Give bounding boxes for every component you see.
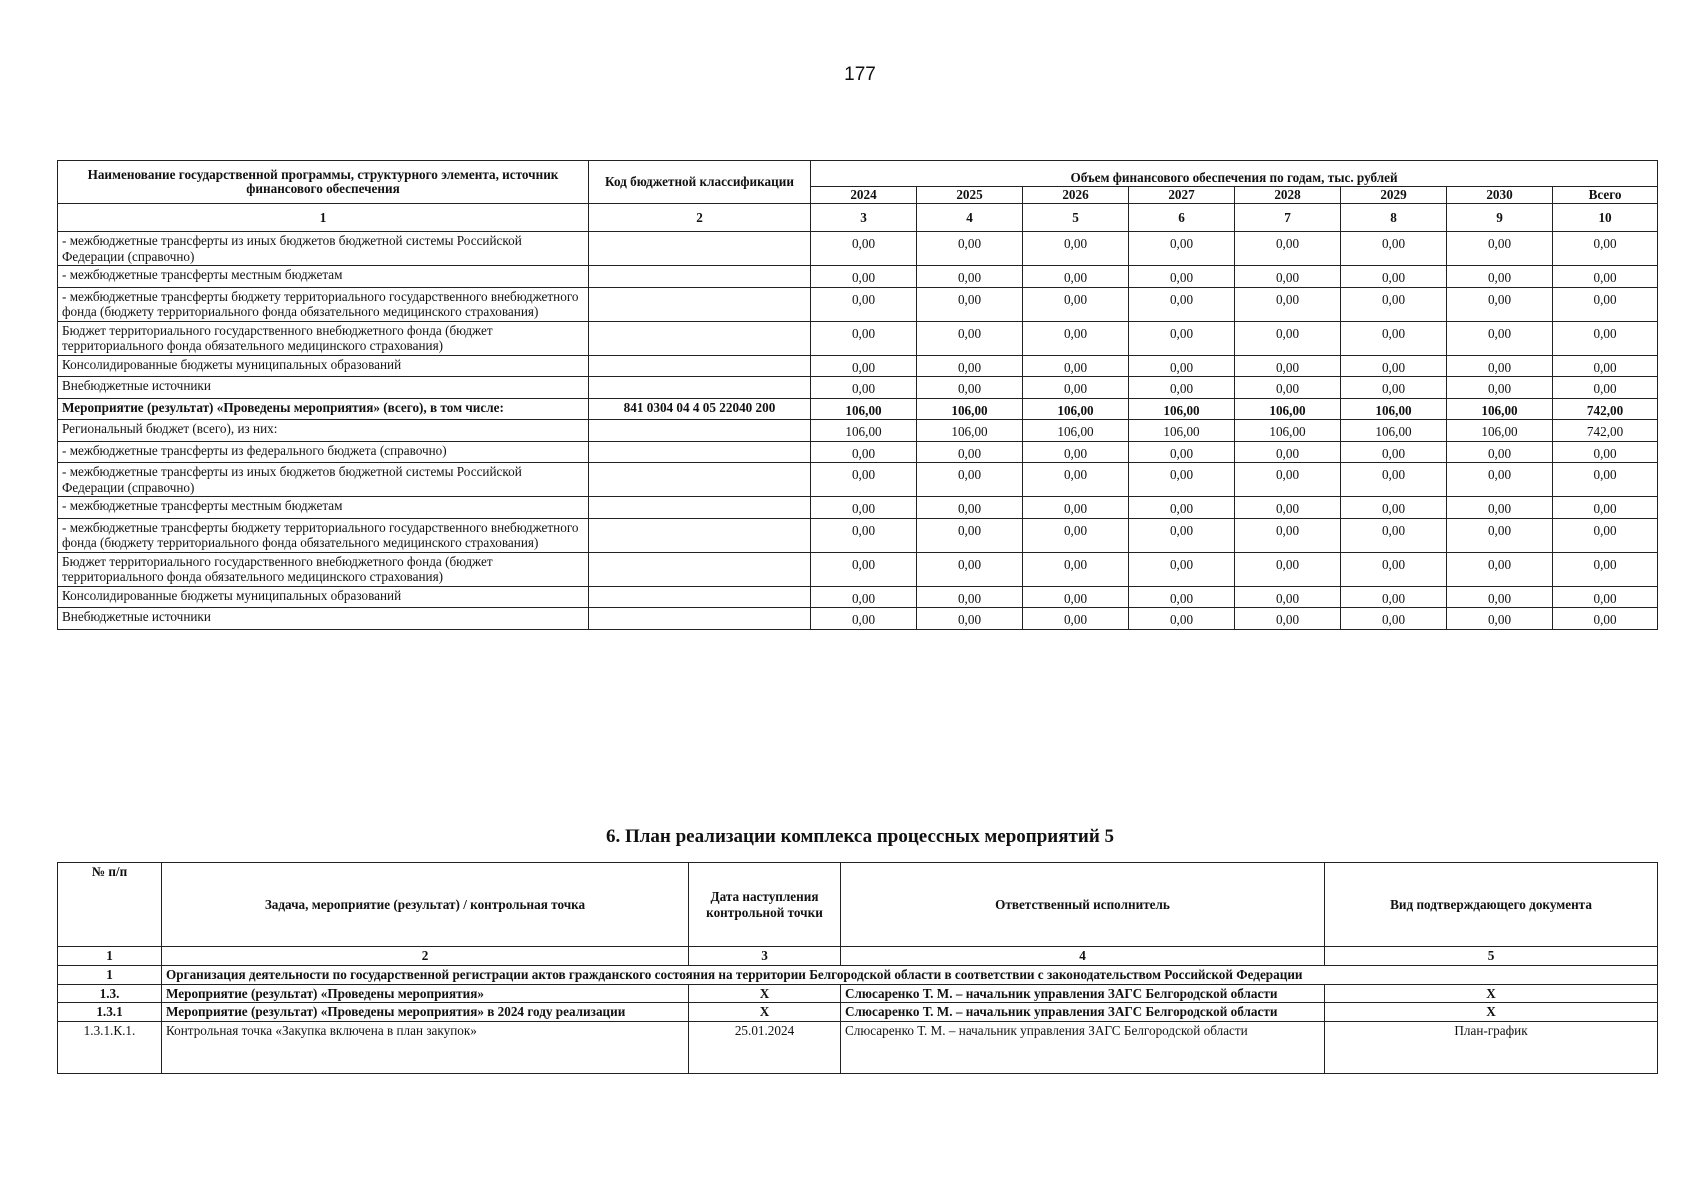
row-name: - межбюджетные трансферты бюджету территориального государственного внебюджетного фонда (бюджету территориального фонда обязательного медицинского страхования) — [58, 518, 589, 552]
plan-row-task: Мероприятие (результат) «Проведены мероприятия» — [162, 984, 689, 1003]
row-value: 0,00 — [1023, 441, 1129, 463]
row-value: 0,00 — [1023, 377, 1129, 399]
row-value: 106,00 — [1129, 398, 1235, 420]
row-value: 0,00 — [811, 321, 917, 355]
column-number: 2 — [162, 947, 689, 966]
header-year: 2029 — [1341, 187, 1447, 204]
row-value: 0,00 — [917, 355, 1023, 377]
header-year: 2030 — [1447, 187, 1553, 204]
row-total: 0,00 — [1553, 232, 1658, 266]
row-value: 106,00 — [1341, 420, 1447, 442]
row-name: - межбюджетные трансферты местным бюджетам — [58, 497, 589, 519]
row-name: - межбюджетные трансферты из иных бюджетов бюджетной системы Российской Федерации (справочно) — [58, 463, 589, 497]
row-code — [589, 497, 811, 519]
section-title: 6. План реализации комплекса процессных мероприятий 5 — [605, 826, 1115, 847]
finance-row — [58, 287, 1658, 321]
plan-row-task: Контрольная точка «Закупка включена в план закупок» — [162, 1021, 689, 1073]
column-number: 3 — [689, 947, 841, 966]
row-value: 0,00 — [1129, 266, 1235, 288]
row-value: 0,00 — [1129, 586, 1235, 608]
row-value: 0,00 — [1341, 497, 1447, 519]
plan-row-date: Х — [689, 984, 841, 1003]
row-value: 0,00 — [1447, 518, 1553, 552]
row-name: Бюджет территориального государственного внебюджетного фонда (бюджет территориального фонда обязательного медицинского страхования) — [58, 321, 589, 355]
row-value: 0,00 — [1235, 377, 1341, 399]
row-value: 0,00 — [1341, 232, 1447, 266]
row-value: 0,00 — [1023, 497, 1129, 519]
row-value: 0,00 — [1447, 266, 1553, 288]
column-number: 9 — [1447, 204, 1553, 232]
row-value: 0,00 — [1235, 497, 1341, 519]
row-total: 0,00 — [1553, 377, 1658, 399]
row-name: Региональный бюджет (всего), из них: — [58, 420, 589, 442]
header-year: 2028 — [1235, 187, 1341, 204]
row-name: - межбюджетные трансферты из федерального бюджета (справочно) — [58, 441, 589, 463]
row-code — [589, 377, 811, 399]
task-number: 1 — [58, 966, 162, 985]
row-value: 0,00 — [811, 377, 917, 399]
row-code — [589, 420, 811, 442]
finance-row — [58, 420, 1658, 442]
row-value: 0,00 — [1235, 518, 1341, 552]
row-total: 0,00 — [1553, 463, 1658, 497]
row-value: 0,00 — [1023, 232, 1129, 266]
column-number: 2 — [589, 204, 811, 232]
finance-row — [58, 321, 1658, 355]
column-number: 1 — [58, 204, 589, 232]
column-number: 6 — [1129, 204, 1235, 232]
row-name: Бюджет территориального государственного внебюджетного фонда (бюджет территориального фонда обязательного медицинского страхования) — [58, 552, 589, 586]
column-number: 7 — [1235, 204, 1341, 232]
row-code — [589, 463, 811, 497]
plan-table-body — [58, 966, 1658, 1074]
row-value: 0,00 — [1341, 355, 1447, 377]
finance-row — [58, 586, 1658, 608]
row-value: 0,00 — [917, 321, 1023, 355]
row-value: 0,00 — [1447, 232, 1553, 266]
plan-row — [58, 984, 1658, 1003]
row-value: 0,00 — [1023, 463, 1129, 497]
row-value: 106,00 — [1447, 420, 1553, 442]
header-total: Всего — [1553, 187, 1658, 204]
row-name: Внебюджетные источники — [58, 377, 589, 399]
row-value: 0,00 — [1023, 355, 1129, 377]
row-value: 0,00 — [1447, 377, 1553, 399]
row-code — [589, 552, 811, 586]
row-value: 0,00 — [1235, 287, 1341, 321]
row-value: 0,00 — [1447, 287, 1553, 321]
header-task: Задача, мероприятие (результат) / контрольная точка — [162, 863, 689, 947]
row-value: 0,00 — [1023, 552, 1129, 586]
header-volume: Объем финансового обеспечения по годам, тыс. рублей — [811, 161, 1658, 187]
row-code — [589, 266, 811, 288]
row-value: 106,00 — [1023, 420, 1129, 442]
row-value: 0,00 — [1129, 441, 1235, 463]
plan-row — [58, 1021, 1658, 1073]
row-value: 0,00 — [1129, 552, 1235, 586]
plan-row-date: 25.01.2024 — [689, 1021, 841, 1073]
finance-row — [58, 463, 1658, 497]
plan-row-task: Мероприятие (результат) «Проведены мероприятия» в 2024 году реализации — [162, 1003, 689, 1022]
finance-row — [58, 232, 1658, 266]
header-year: 2027 — [1129, 187, 1235, 204]
row-code — [589, 321, 811, 355]
plan-row-executor: Слюсаренко Т. М. – начальник управления ЗАГС Белгородской области — [841, 1003, 1325, 1022]
finance-row — [58, 355, 1658, 377]
row-value: 106,00 — [917, 398, 1023, 420]
row-value: 0,00 — [917, 608, 1023, 630]
row-value: 0,00 — [1447, 552, 1553, 586]
row-value: 106,00 — [1447, 398, 1553, 420]
header-executor: Ответственный исполнитель — [841, 863, 1325, 947]
row-value: 0,00 — [811, 355, 917, 377]
row-value: 0,00 — [1023, 608, 1129, 630]
row-value: 106,00 — [811, 398, 917, 420]
row-value: 0,00 — [1235, 441, 1341, 463]
row-total: 0,00 — [1553, 552, 1658, 586]
row-value: 0,00 — [917, 586, 1023, 608]
column-number: 1 — [58, 947, 162, 966]
row-code — [589, 608, 811, 630]
row-value: 0,00 — [1235, 552, 1341, 586]
plan-row-executor: Слюсаренко Т. М. – начальник управления ЗАГС Белгородской области — [841, 1021, 1325, 1073]
row-value: 0,00 — [1341, 266, 1447, 288]
row-name: - межбюджетные трансферты бюджету территориального государственного внебюджетного фонда (бюджету территориального фонда обязательного медицинского страхования) — [58, 287, 589, 321]
row-value: 0,00 — [1447, 463, 1553, 497]
finance-row — [58, 497, 1658, 519]
header-year: 2025 — [917, 187, 1023, 204]
header-name: Наименование государственной программы, структурного элемента, источник финансового обеспечения — [58, 161, 589, 204]
finance-row — [58, 441, 1658, 463]
task-text: Организация деятельности по государственной регистрации актов гражданского состояния на территории Белгородской области в соответствии с законодательством Российской Федерации — [162, 966, 1658, 985]
row-value: 0,00 — [1129, 608, 1235, 630]
row-code — [589, 518, 811, 552]
finance-row — [58, 398, 1658, 420]
row-total: 0,00 — [1553, 586, 1658, 608]
row-value: 0,00 — [1447, 321, 1553, 355]
row-value: 0,00 — [1129, 232, 1235, 266]
plan-row-number: 1.3.1 — [58, 1003, 162, 1022]
row-value: 0,00 — [917, 552, 1023, 586]
row-value: 0,00 — [1235, 586, 1341, 608]
row-value: 0,00 — [811, 586, 917, 608]
row-value: 0,00 — [1023, 266, 1129, 288]
row-code — [589, 287, 811, 321]
row-total: 0,00 — [1553, 355, 1658, 377]
row-value: 0,00 — [811, 518, 917, 552]
row-value: 0,00 — [917, 497, 1023, 519]
finance-row — [58, 608, 1658, 630]
row-value: 0,00 — [811, 266, 917, 288]
row-code — [589, 355, 811, 377]
row-value: 0,00 — [1341, 287, 1447, 321]
column-number: 10 — [1553, 204, 1658, 232]
row-value: 0,00 — [1235, 463, 1341, 497]
plan-row-executor: Слюсаренко Т. М. – начальник управления ЗАГС Белгородской области — [841, 984, 1325, 1003]
row-value: 0,00 — [917, 287, 1023, 321]
row-total: 0,00 — [1553, 441, 1658, 463]
row-value: 0,00 — [811, 497, 917, 519]
column-number: 4 — [841, 947, 1325, 966]
row-value: 106,00 — [1235, 420, 1341, 442]
row-value: 0,00 — [1447, 355, 1553, 377]
row-name: Мероприятие (результат) «Проведены мероприятия» (всего), в том числе: — [58, 398, 589, 420]
row-name: - межбюджетные трансферты из иных бюджетов бюджетной системы Российской Федерации (справочно) — [58, 232, 589, 266]
row-value: 0,00 — [1023, 321, 1129, 355]
row-value: 0,00 — [917, 441, 1023, 463]
row-value: 106,00 — [917, 420, 1023, 442]
header-doc: Вид подтверждающего документа — [1325, 863, 1658, 947]
row-value: 0,00 — [1235, 232, 1341, 266]
row-value: 0,00 — [1447, 441, 1553, 463]
row-value: 0,00 — [1129, 518, 1235, 552]
plan-row — [58, 1003, 1658, 1022]
column-number: 4 — [917, 204, 1023, 232]
row-code — [589, 586, 811, 608]
row-value: 0,00 — [1129, 355, 1235, 377]
row-value: 0,00 — [1447, 497, 1553, 519]
row-value: 106,00 — [811, 420, 917, 442]
column-number: 5 — [1325, 947, 1658, 966]
row-value: 0,00 — [1129, 321, 1235, 355]
finance-row — [58, 266, 1658, 288]
column-numbers-row — [58, 204, 1658, 232]
finance-row — [58, 552, 1658, 586]
row-value: 0,00 — [1341, 463, 1447, 497]
row-name: - межбюджетные трансферты местным бюджетам — [58, 266, 589, 288]
row-value: 0,00 — [1447, 586, 1553, 608]
row-value: 0,00 — [811, 552, 917, 586]
row-total: 742,00 — [1553, 420, 1658, 442]
row-name: Консолидированные бюджеты муниципальных образований — [58, 586, 589, 608]
row-value: 106,00 — [1129, 420, 1235, 442]
row-value: 0,00 — [1023, 518, 1129, 552]
row-value: 0,00 — [1235, 608, 1341, 630]
row-value: 0,00 — [1341, 608, 1447, 630]
plan-row-doc: Х — [1325, 984, 1658, 1003]
row-total: 742,00 — [1553, 398, 1658, 420]
header-date: Дата наступления контрольной точки — [689, 863, 841, 947]
row-value: 0,00 — [1341, 321, 1447, 355]
row-code — [589, 441, 811, 463]
row-value: 0,00 — [811, 463, 917, 497]
row-value: 0,00 — [1129, 497, 1235, 519]
plan-row-date: Х — [689, 1003, 841, 1022]
row-value: 0,00 — [1129, 463, 1235, 497]
row-value: 0,00 — [917, 232, 1023, 266]
row-value: 0,00 — [811, 608, 917, 630]
column-number: 8 — [1341, 204, 1447, 232]
row-value: 0,00 — [917, 518, 1023, 552]
row-value: 0,00 — [1341, 552, 1447, 586]
row-code: 841 0304 04 4 05 22040 200 — [589, 398, 811, 420]
plan-row-doc: План-график — [1325, 1021, 1658, 1073]
row-value: 0,00 — [1341, 586, 1447, 608]
row-value: 0,00 — [1341, 518, 1447, 552]
row-value: 0,00 — [811, 441, 917, 463]
column-number: 3 — [811, 204, 917, 232]
row-value: 0,00 — [811, 287, 917, 321]
row-value: 0,00 — [1235, 321, 1341, 355]
row-total: 0,00 — [1553, 608, 1658, 630]
plan-row-doc: Х — [1325, 1003, 1658, 1022]
header-code: Код бюджетной классификации — [589, 161, 811, 204]
header-year: 2024 — [811, 187, 917, 204]
finance-row — [58, 377, 1658, 399]
finance-table — [57, 160, 1658, 630]
row-name: Внебюджетные источники — [58, 608, 589, 630]
row-name: Консолидированные бюджеты муниципальных образований — [58, 355, 589, 377]
row-value: 0,00 — [811, 232, 917, 266]
row-total: 0,00 — [1553, 321, 1658, 355]
row-total: 0,00 — [1553, 287, 1658, 321]
row-value: 0,00 — [1129, 287, 1235, 321]
row-value: 106,00 — [1341, 398, 1447, 420]
header-year: 2026 — [1023, 187, 1129, 204]
row-total: 0,00 — [1553, 518, 1658, 552]
row-value: 0,00 — [1235, 266, 1341, 288]
row-value: 0,00 — [917, 463, 1023, 497]
row-total: 0,00 — [1553, 497, 1658, 519]
finance-row — [58, 518, 1658, 552]
task-row — [58, 966, 1658, 985]
row-code — [589, 232, 811, 266]
row-value: 0,00 — [1235, 355, 1341, 377]
row-value: 0,00 — [1129, 377, 1235, 399]
row-value: 0,00 — [1341, 441, 1447, 463]
column-number: 5 — [1023, 204, 1129, 232]
plan-table — [57, 862, 1658, 1074]
row-value: 0,00 — [917, 377, 1023, 399]
plan-row-number: 1.3.1.К.1. — [58, 1021, 162, 1073]
row-value: 106,00 — [1023, 398, 1129, 420]
row-total: 0,00 — [1553, 266, 1658, 288]
row-value: 0,00 — [1023, 287, 1129, 321]
row-value: 106,00 — [1235, 398, 1341, 420]
finance-table-body — [58, 204, 1658, 630]
page-number: 177 — [844, 64, 876, 85]
row-value: 0,00 — [917, 266, 1023, 288]
row-value: 0,00 — [1341, 377, 1447, 399]
row-value: 0,00 — [1447, 608, 1553, 630]
plan-row-number: 1.3. — [58, 984, 162, 1003]
row-value: 0,00 — [1023, 586, 1129, 608]
header-num: № п/п — [58, 863, 162, 947]
